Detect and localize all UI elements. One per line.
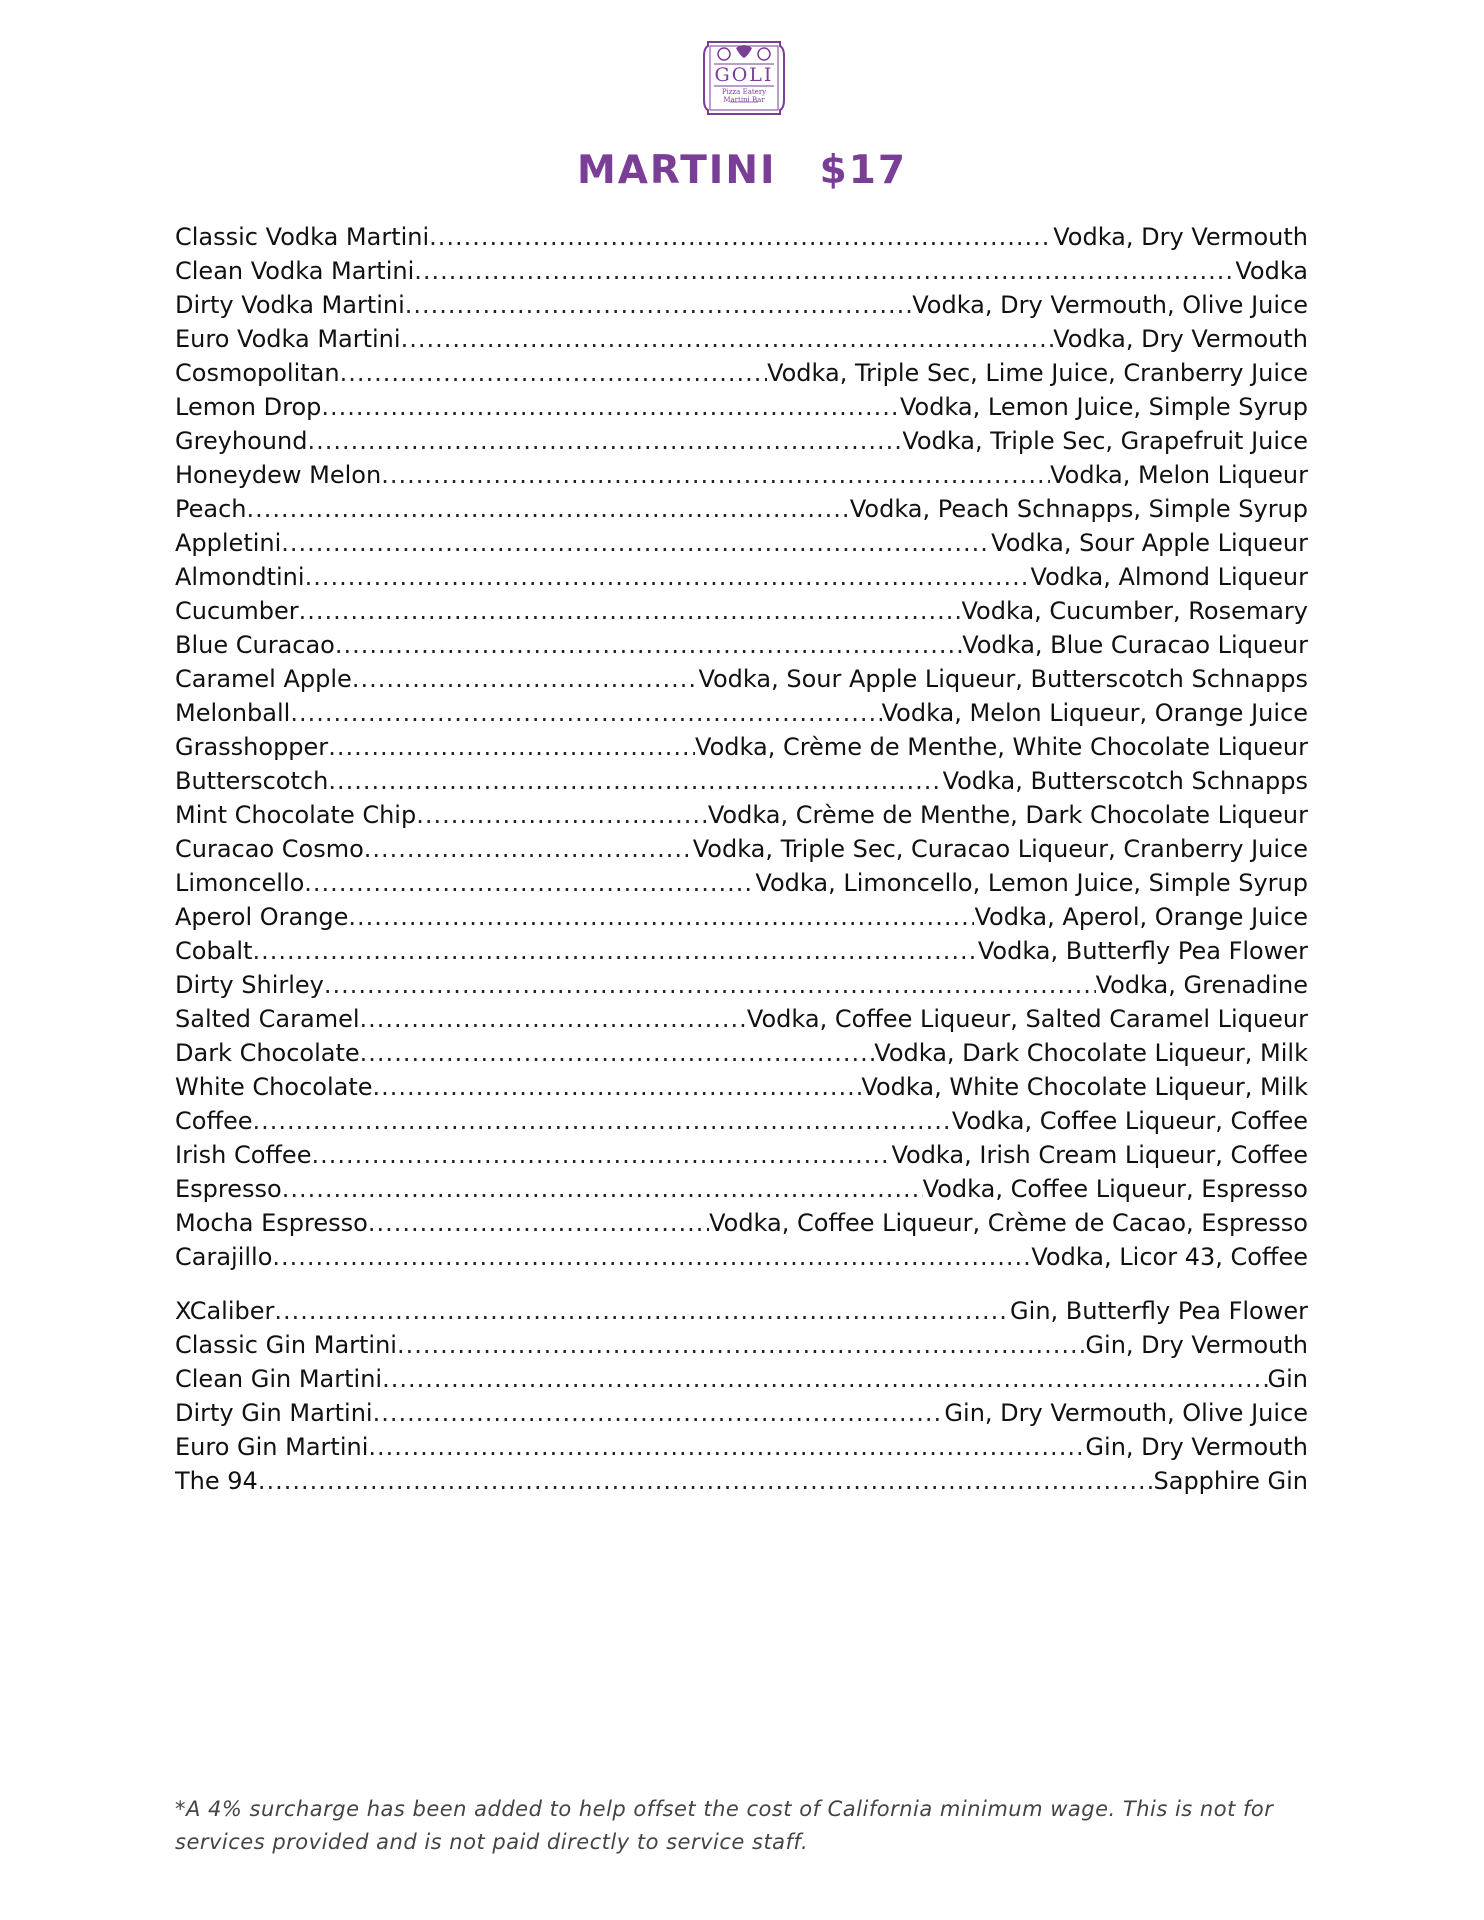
menu-item bbox=[175, 832, 1308, 866]
dot-leader bbox=[429, 220, 1053, 254]
dot-leader bbox=[305, 560, 1031, 594]
menu-item bbox=[175, 526, 1308, 560]
drink-ingredients: Vodka, Dry Vermouth, Olive Juice bbox=[912, 291, 1308, 319]
drink-ingredients: Vodka, Sour Apple Liqueur bbox=[991, 529, 1308, 557]
martini-menu-list bbox=[175, 220, 1308, 1498]
dot-leader bbox=[373, 1070, 862, 1104]
drink-ingredients: Gin, Dry Vermouth, Olive Juice bbox=[944, 1399, 1308, 1427]
surcharge-footnote: *A 4% surcharge has been added to help offset the cost of California minimum wage. This is not for services provided and is not paid directly to service staff. bbox=[175, 1797, 1274, 1854]
drink-ingredients: Vodka, Melon Liqueur, Orange Juice bbox=[881, 699, 1308, 727]
menu-item bbox=[175, 764, 1308, 798]
drink-ingredients: Vodka, Melon Liqueur bbox=[1050, 461, 1308, 489]
dot-leader bbox=[282, 1172, 923, 1206]
section-gap bbox=[175, 1274, 1308, 1294]
dot-leader bbox=[272, 1240, 1031, 1274]
drink-ingredients: Vodka, Sour Apple Liqueur, Butterscotch Schnapps bbox=[698, 665, 1308, 693]
menu-item bbox=[175, 424, 1308, 458]
menu-item bbox=[175, 900, 1308, 934]
dot-leader bbox=[352, 662, 699, 696]
gin-martini-section bbox=[175, 1294, 1308, 1498]
drink-name: Aperol Orange bbox=[175, 903, 349, 931]
drink-name: Salted Caramel bbox=[175, 1005, 360, 1033]
menu-item bbox=[175, 730, 1308, 764]
dot-leader bbox=[381, 458, 1050, 492]
dot-leader bbox=[307, 424, 902, 458]
drink-ingredients: Vodka, Almond Liqueur bbox=[1030, 563, 1308, 591]
drink-ingredients: Vodka, Limoncello, Lemon Juice, Simple Syrup bbox=[755, 869, 1308, 897]
drink-name: The 94 bbox=[175, 1467, 258, 1495]
dot-leader bbox=[258, 1464, 1154, 1498]
drink-ingredients: Vodka bbox=[1235, 257, 1308, 285]
drink-name: Honeydew Melon bbox=[175, 461, 382, 489]
drink-ingredients: Vodka, Crème de Menthe, White Chocolate Liqueur bbox=[695, 733, 1308, 761]
dot-leader bbox=[405, 288, 912, 322]
drink-ingredients: Vodka, Aperol, Orange Juice bbox=[974, 903, 1308, 931]
menu-item bbox=[175, 1240, 1308, 1274]
drink-ingredients: Gin, Dry Vermouth bbox=[1085, 1331, 1308, 1359]
dot-leader bbox=[416, 798, 708, 832]
drink-name: Classic Vodka Martini bbox=[175, 223, 430, 251]
drink-name: XCaliber bbox=[175, 1297, 275, 1325]
dot-leader bbox=[311, 1138, 891, 1172]
menu-item bbox=[175, 1070, 1308, 1104]
dot-leader bbox=[382, 1362, 1267, 1396]
drink-ingredients: Gin bbox=[1267, 1365, 1308, 1393]
menu-item bbox=[175, 1362, 1308, 1396]
menu-item bbox=[175, 1430, 1308, 1464]
drink-ingredients: Vodka, Cucumber, Rosemary bbox=[961, 597, 1308, 625]
menu-item bbox=[175, 220, 1308, 254]
drink-ingredients: Sapphire Gin bbox=[1153, 1467, 1308, 1495]
logo-line1: Pizza Eatery bbox=[721, 88, 767, 96]
menu-item bbox=[175, 662, 1308, 696]
drink-ingredients: Vodka, Coffee Liqueur, Espresso bbox=[922, 1175, 1308, 1203]
dot-leader bbox=[274, 1294, 1010, 1328]
drink-name: Curacao Cosmo bbox=[175, 835, 364, 863]
drink-name: Blue Curacao bbox=[175, 631, 335, 659]
drink-name: Cobalt bbox=[175, 937, 253, 965]
drink-name: Mint Chocolate Chip bbox=[175, 801, 417, 829]
dot-leader bbox=[252, 934, 977, 968]
menu-item bbox=[175, 1036, 1308, 1070]
drink-ingredients: Vodka, Blue Curacao Liqueur bbox=[962, 631, 1308, 659]
drink-ingredients: Vodka, Coffee Liqueur, Crème de Cacao, Espresso bbox=[709, 1209, 1308, 1237]
menu-item bbox=[175, 492, 1308, 526]
menu-item bbox=[175, 968, 1308, 1002]
drink-name: Cosmopolitan bbox=[175, 359, 340, 387]
dot-leader bbox=[328, 730, 695, 764]
dot-leader bbox=[364, 832, 693, 866]
drink-name: Almondtini bbox=[175, 563, 305, 591]
menu-item bbox=[175, 1002, 1308, 1036]
menu-item bbox=[175, 288, 1308, 322]
menu-item bbox=[175, 390, 1308, 424]
drink-name: Irish Coffee bbox=[175, 1141, 312, 1169]
dot-leader bbox=[321, 390, 900, 424]
dot-leader bbox=[299, 594, 962, 628]
drink-name: Mocha Espresso bbox=[175, 1209, 368, 1237]
dot-leader bbox=[324, 968, 1096, 1002]
drink-name: Appletini bbox=[175, 529, 282, 557]
drink-ingredients: Vodka, Triple Sec, Lime Juice, Cranberry Juice bbox=[767, 359, 1308, 387]
drink-name: Dirty Vodka Martini bbox=[175, 291, 405, 319]
dot-leader bbox=[373, 1396, 945, 1430]
drink-ingredients: Vodka, Triple Sec, Grapefruit Juice bbox=[902, 427, 1308, 455]
dot-leader bbox=[335, 628, 962, 662]
menu-item bbox=[175, 866, 1308, 900]
drink-name: Limoncello bbox=[175, 869, 305, 897]
drink-name: Carajillo bbox=[175, 1243, 273, 1271]
drink-name: Dirty Shirley bbox=[175, 971, 324, 999]
dot-leader bbox=[360, 1002, 747, 1036]
drink-name: Butterscotch bbox=[175, 767, 329, 795]
dot-leader bbox=[360, 1036, 875, 1070]
drink-name: Classic Gin Martini bbox=[175, 1331, 397, 1359]
drink-name: White Chocolate bbox=[175, 1073, 373, 1101]
drink-name: Coffee bbox=[175, 1107, 253, 1135]
drink-name: Caramel Apple bbox=[175, 665, 352, 693]
menu-item bbox=[175, 1172, 1308, 1206]
drink-name: Clean Gin Martini bbox=[175, 1365, 383, 1393]
drink-name: Greyhound bbox=[175, 427, 308, 455]
drink-name: Clean Vodka Martini bbox=[175, 257, 415, 285]
drink-ingredients: Vodka, Dark Chocolate Liqueur, Milk bbox=[874, 1039, 1308, 1067]
menu-item bbox=[175, 1328, 1308, 1362]
drink-ingredients: Gin, Dry Vermouth bbox=[1085, 1433, 1308, 1461]
logo-line2: Martini Bar bbox=[723, 96, 765, 104]
menu-item bbox=[175, 254, 1308, 288]
dot-leader bbox=[401, 322, 1054, 356]
menu-item bbox=[175, 798, 1308, 832]
drink-ingredients: Vodka, Lemon Juice, Simple Syrup bbox=[899, 393, 1308, 421]
drink-name: Lemon Drop bbox=[175, 393, 322, 421]
drink-ingredients: Vodka, Dry Vermouth bbox=[1053, 223, 1308, 251]
dot-leader bbox=[348, 900, 974, 934]
dot-leader bbox=[340, 356, 767, 390]
drink-ingredients: Vodka, Grenadine bbox=[1095, 971, 1308, 999]
menu-item bbox=[175, 1294, 1308, 1328]
drink-ingredients: Gin, Butterfly Pea Flower bbox=[1010, 1297, 1308, 1325]
menu-item bbox=[175, 1464, 1308, 1498]
dot-leader bbox=[368, 1430, 1085, 1464]
menu-item bbox=[175, 560, 1308, 594]
menu-item bbox=[175, 322, 1308, 356]
drink-name: Euro Gin Martini bbox=[175, 1433, 369, 1461]
drink-ingredients: Vodka, Peach Schnapps, Simple Syrup bbox=[849, 495, 1308, 523]
drink-ingredients: Vodka, Irish Cream Liqueur, Coffee bbox=[891, 1141, 1308, 1169]
menu-item bbox=[175, 458, 1308, 492]
goli-logo bbox=[700, 36, 788, 120]
dot-leader bbox=[290, 696, 881, 730]
drink-ingredients: Vodka, Licor 43, Coffee bbox=[1031, 1243, 1308, 1271]
menu-title: MARTINI $17 bbox=[576, 148, 908, 193]
dot-leader bbox=[247, 492, 850, 526]
drink-ingredients: Vodka, Coffee Liqueur, Coffee bbox=[951, 1107, 1308, 1135]
menu-item bbox=[175, 356, 1308, 390]
dot-leader bbox=[281, 526, 991, 560]
drink-name: Cucumber bbox=[175, 597, 299, 625]
drink-ingredients: Vodka, Triple Sec, Curacao Liqueur, Cranberry Juice bbox=[692, 835, 1308, 863]
drink-name: Espresso bbox=[175, 1175, 282, 1203]
dot-leader bbox=[414, 254, 1235, 288]
menu-item bbox=[175, 1206, 1308, 1240]
vodka-martini-section bbox=[175, 220, 1308, 1274]
menu-item bbox=[175, 1138, 1308, 1172]
drink-name: Dark Chocolate bbox=[175, 1039, 360, 1067]
menu-item bbox=[175, 628, 1308, 662]
logo-name: GOLI bbox=[714, 64, 774, 86]
drink-name: Grasshopper bbox=[175, 733, 329, 761]
drink-ingredients: Vodka, Dry Vermouth bbox=[1053, 325, 1308, 353]
drink-name: Melonball bbox=[175, 699, 291, 727]
menu-item bbox=[175, 696, 1308, 730]
drink-ingredients: Vodka, Coffee Liqueur, Salted Caramel Liqueur bbox=[746, 1005, 1308, 1033]
menu-item bbox=[175, 934, 1308, 968]
dot-leader bbox=[368, 1206, 709, 1240]
dot-leader bbox=[328, 764, 942, 798]
drink-name: Euro Vodka Martini bbox=[175, 325, 401, 353]
dot-leader bbox=[304, 866, 755, 900]
dot-leader bbox=[397, 1328, 1085, 1362]
menu-item bbox=[175, 1104, 1308, 1138]
dot-leader bbox=[253, 1104, 952, 1138]
drink-name: Peach bbox=[175, 495, 247, 523]
drink-ingredients: Vodka, White Chocolate Liqueur, Milk bbox=[861, 1073, 1308, 1101]
drink-name: Dirty Gin Martini bbox=[175, 1399, 373, 1427]
drink-ingredients: Vodka, Crème de Menthe, Dark Chocolate Liqueur bbox=[707, 801, 1308, 829]
menu-item bbox=[175, 1396, 1308, 1430]
drink-ingredients: Vodka, Butterscotch Schnapps bbox=[942, 767, 1308, 795]
drink-ingredients: Vodka, Butterfly Pea Flower bbox=[977, 937, 1308, 965]
menu-item bbox=[175, 594, 1308, 628]
